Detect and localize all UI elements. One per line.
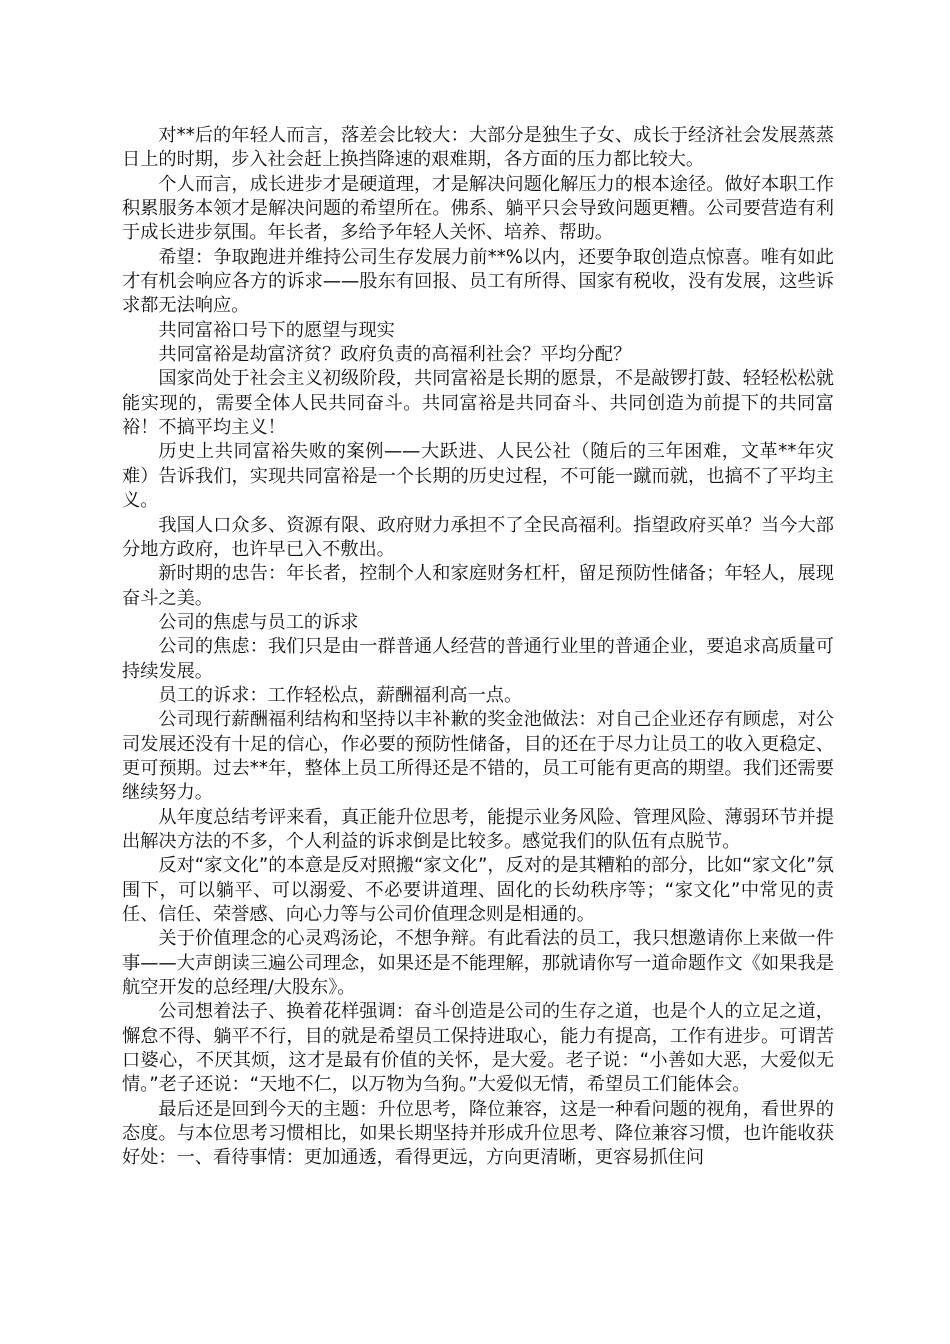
paragraph-17: 公司想着法子、换着花样强调：奋斗创造是公司的生存之道，也是个人的立足之道，懈怠不得、躺平不行，目的就是希望员工保持进取心，能力有提高，工作有进步。可谓苦口婆心，不厌其烦，这才是最有价值的关怀，是大爱。老子说：“小善如大恶，大爱似无情。”老子还说：“天地不仁，以万物为刍狗。”大爱似无情，希望员工们能体会。	[122, 1001, 834, 1096]
paragraph-7: 历史上共同富裕失败的案例——大跃进、人民公社（随后的三年困难，文革**年灾难）告诉我们，实现共同富裕是一个长期的历史过程，不可能一蹴而就，也搞不了平均主义。	[122, 441, 834, 512]
document-page	[122, 124, 834, 1171]
section-heading-company-anxiety: 公司的焦虑与员工的诉求	[158, 611, 359, 633]
paragraph-9: 新时期的忠告：年长者，控制个人和家庭财务杠杆，留足预防性储备；年轻人，展现奋斗之美。	[122, 563, 834, 609]
paragraph-13: 公司现行薪酬福利结构和坚持以丰补歉的奖金池做法：对自己企业还存有顾虑，对公司发展还没有十足的信心，作必要的预防性储备，目的还在于尽力让员工的收入更稳定、更可预期。过去**年，整体上员工所得还是不错的，员工可能有更高的期望。我们还需要继续努力。	[122, 709, 834, 804]
section-heading-common-prosperity: 共同富裕口号下的愿望与现实	[158, 319, 395, 341]
paragraph-2: 个人而言，成长进步才是硬道理，才是解决问题化解压力的根本途径。做好本职工作积累服务本领才是解决问题的希望所在。佛系、躺平只会导致问题更糟。公司要营造有利于成长进步氛围。年长者，多给予年轻人关怀、培养、帮助。	[122, 173, 834, 244]
paragraph-14: 从年度总结考评来看，真正能升位思考，能提示业务风险、管理风险、薄弱环节并提出解决方法的不多，个人利益的诉求倒是比较多。感觉我们的队伍有点脱节。	[122, 806, 834, 852]
paragraph-1: 对**后的年轻人而言，落差会比较大：大部分是独生子女、成长于经济社会发展蒸蒸日上的时期，步入社会赶上换挡降速的艰难期，各方面的压力都比较大。	[122, 125, 834, 171]
paragraph-18: 最后还是回到今天的主题：升位思考，降位兼容，这是一种看问题的视角，看世界的态度。与本位思考习惯相比，如果长期坚持并形成升位思考、降位兼容习惯，也许能收获好处：一、看待事情：更加通透，看得更远，方向更清晰，更容易抓住问	[122, 1098, 834, 1169]
paragraph-12: 员工的诉求：工作轻松点，薪酬福利高一点。	[158, 684, 523, 706]
paragraph-16: 关于价值理念的心灵鸡汤论，不想争辩。有此看法的员工，我只想邀请你上来做一件事——大声朗读三遍公司理念，如果还是不能理解，那就请你写一道命题作文《如果我是航空开发的总经理/大股东》。	[122, 928, 834, 999]
paragraph-11: 公司的焦虑：我们只是由一群普通人经营的普通行业里的普通企业，要追求高质量可持续发展。	[122, 636, 834, 682]
paragraph-15: 反对“家文化”的本意是反对照搬“家文化”，反对的是其糟粕的部分，比如“家文化”氛围下，可以躺平、可以溺爱、不必要讲道理、固化的长幼秩序等；“家文化”中常见的责任、信任、荣誉感、向心力等与公司价值理念则是相通的。	[122, 855, 834, 925]
paragraph-6: 国家尚处于社会主义初级阶段，共同富裕是长期的愿景，不是敲锣打鼓、轻轻松松就能实现的，需要全体人民共同奋斗。共同富裕是共同奋斗、共同创造为前提下的共同富裕！不搞平均主义！	[122, 368, 834, 439]
paragraph-5: 共同富裕是劫富济贫？政府负责的高福利社会？平均分配？	[158, 344, 632, 366]
paragraph-8: 我国人口众多、资源有限、政府财力承担不了全民高福利。指望政府买单？当今大部分地方政府，也许早已入不敷出。	[122, 514, 834, 560]
paragraph-3: 希望：争取跑进并维持公司生存发展力前**%以内，还要争取创造点惊喜。唯有如此才有机会响应各方的诉求——股东有回报、员工有所得、国家有税收，没有发展，这些诉求都无法响应。	[122, 246, 834, 317]
